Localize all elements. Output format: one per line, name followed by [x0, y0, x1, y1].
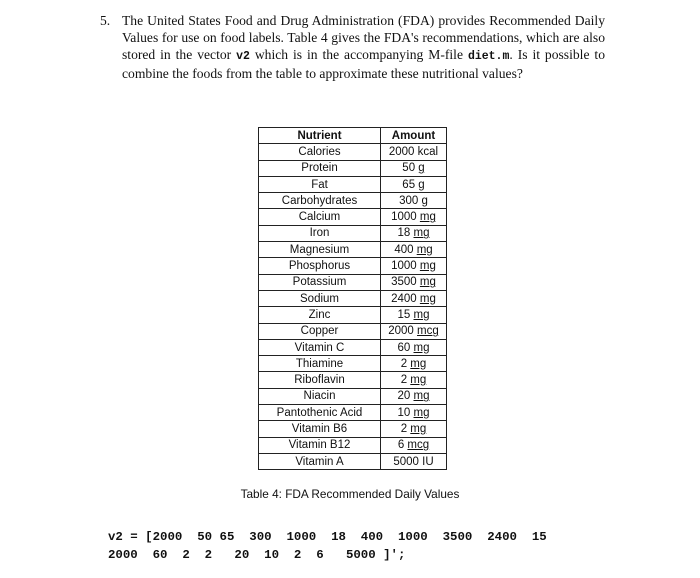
nutrient-name: Vitamin B6 — [259, 421, 381, 437]
nutrient-name: Iron — [259, 225, 381, 241]
table-row — [259, 437, 447, 453]
nutrient-name: Protein — [259, 160, 381, 176]
nutrient-amount: 18 mg — [381, 225, 447, 241]
problem-statement — [100, 12, 605, 82]
problem-text-part1: The United States Food and Drug Administration (FDA) provides Recommended Daily Values for use on food labels. Table 4 gives the FDA's recommendations, which are also stored in the vector — [122, 13, 605, 62]
table-row — [259, 193, 447, 209]
nutrient-amount: 5000 IU — [381, 453, 447, 469]
nutrient-name: Magnesium — [259, 242, 381, 258]
nutrient-name: Zinc — [259, 307, 381, 323]
table-row — [259, 388, 447, 404]
nutrient-amount: 400 mg — [381, 242, 447, 258]
nutrient-name: Vitamin C — [259, 339, 381, 355]
nutrient-name: Thiamine — [259, 356, 381, 372]
table-row — [259, 339, 447, 355]
nutrient-name: Fat — [259, 176, 381, 192]
table-row — [259, 323, 447, 339]
nutrient-amount: 2400 mg — [381, 290, 447, 306]
nutrient-amount: 2 mg — [381, 372, 447, 388]
nutrient-amount: 1000 mg — [381, 258, 447, 274]
nutrient-amount: 60 mg — [381, 339, 447, 355]
nutrient-amount: 2 mg — [381, 421, 447, 437]
nutrient-name: Riboflavin — [259, 372, 381, 388]
nutrient-amount: 2000 kcal — [381, 144, 447, 160]
table-row — [259, 144, 447, 160]
nutrient-name: Niacin — [259, 388, 381, 404]
nutrient-amount: 65 g — [381, 176, 447, 192]
problem-number: 5. — [100, 13, 111, 28]
nutrient-name: Potassium — [259, 274, 381, 290]
nutrient-amount: 300 g — [381, 193, 447, 209]
table-row — [259, 242, 447, 258]
table-row — [259, 372, 447, 388]
table-row — [259, 258, 447, 274]
fda-daily-values-table — [258, 127, 447, 470]
table-row — [259, 421, 447, 437]
nutrient-amount: 1000 mg — [381, 209, 447, 225]
nutrient-name: Calcium — [259, 209, 381, 225]
nutrient-name: Vitamin B12 — [259, 437, 381, 453]
header-nutrient: Nutrient — [259, 128, 381, 144]
table-row — [259, 356, 447, 372]
problem-text-part3: . Is it possible to combine the foods from the table to approximate these nutritional values? — [122, 47, 605, 81]
mfile-name: diet.m — [467, 50, 510, 63]
table-row — [259, 176, 447, 192]
nutrient-name: Calories — [259, 144, 381, 160]
table-row — [259, 405, 447, 421]
nutrient-name: Copper — [259, 323, 381, 339]
table-row — [259, 209, 447, 225]
table-row — [259, 160, 447, 176]
problem-text — [122, 12, 605, 82]
nutrient-name: Vitamin A — [259, 453, 381, 469]
table-row — [259, 453, 447, 469]
vector-name: v2 — [236, 50, 250, 63]
nutrient-amount: 3500 mg — [381, 274, 447, 290]
problem-text-part2: which is in the accompanying M-file — [254, 47, 463, 62]
nutrient-amount: 2 mg — [381, 356, 447, 372]
nutrient-name: Phosphorus — [259, 258, 381, 274]
table-row — [259, 225, 447, 241]
code-block — [108, 528, 547, 564]
table-caption: Table 4: FDA Recommended Daily Values — [240, 487, 460, 501]
code-line-1: v2 = [2000 50 65 300 1000 18 400 1000 3500 2400 15 — [108, 530, 547, 544]
table-row — [259, 307, 447, 323]
table-header-row — [259, 128, 447, 144]
nutrient-name: Sodium — [259, 290, 381, 306]
nutrient-name: Carbohydrates — [259, 193, 381, 209]
nutrient-amount: 15 mg — [381, 307, 447, 323]
nutrient-amount: 20 mg — [381, 388, 447, 404]
nutrient-amount: 10 mg — [381, 405, 447, 421]
table-row — [259, 274, 447, 290]
nutrient-name: Pantothenic Acid — [259, 405, 381, 421]
nutrient-amount: 6 mcg — [381, 437, 447, 453]
header-amount: Amount — [381, 128, 447, 144]
nutrient-amount: 2000 mcg — [381, 323, 447, 339]
table-row — [259, 290, 447, 306]
nutrient-amount: 50 g — [381, 160, 447, 176]
code-line-2: 2000 60 2 2 20 10 2 6 5000 ]'; — [108, 548, 406, 562]
